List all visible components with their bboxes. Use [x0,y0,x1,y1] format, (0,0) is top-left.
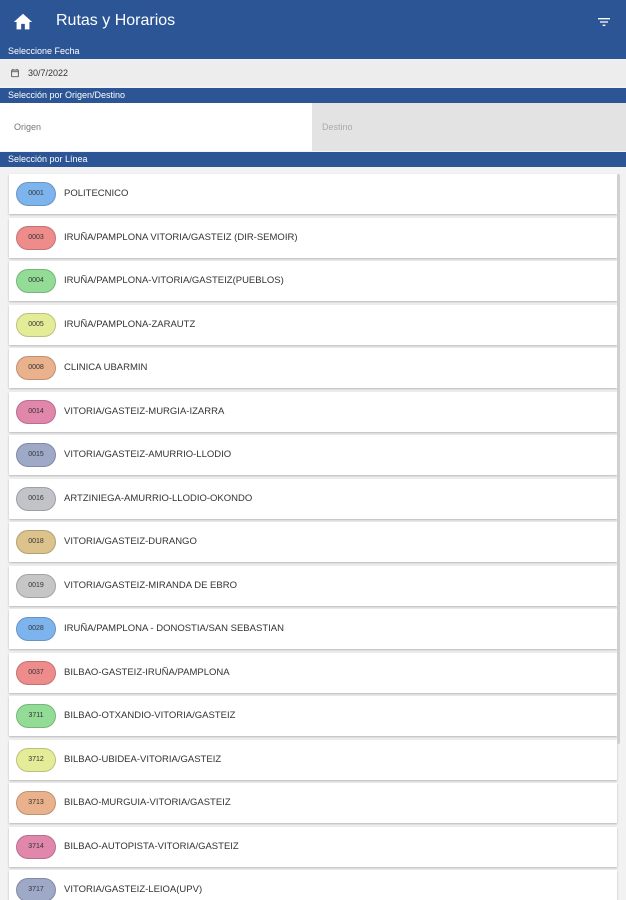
line-item[interactable] [9,696,617,736]
line-code-badge: 0019 [16,574,56,598]
line-name: VITORIA/GASTEIZ-AMURRIO-LLODIO [64,449,232,460]
line-item[interactable] [9,218,617,258]
od-section-header: Selección por Origen/Destino [0,88,626,103]
line-code-badge: 0015 [16,443,56,467]
date-section-header: Seleccione Fecha [0,44,626,59]
line-code-badge: 3712 [16,748,56,772]
line-code-badge: 3714 [16,835,56,859]
line-name: IRUÑA/PAMPLONA - DONOSTIA/SAN SEBASTIAN [64,623,284,634]
line-code-badge: 0001 [16,182,56,206]
scrollbar[interactable] [617,174,620,744]
line-name: ARTZINIEGA-AMURRIO-LLODIO-OKONDO [64,492,253,504]
line-section-header: Selección por Línea [0,152,626,167]
line-name: VITORIA/GASTEIZ-MIRANDA DE EBRO [64,579,237,591]
line-item[interactable] [9,653,617,693]
line-name: IRUÑA/PAMPLONA-ZARAUTZ [64,318,196,330]
line-item[interactable] [9,348,617,388]
line-item[interactable] [9,566,617,606]
origin-input[interactable] [0,103,312,151]
line-code-badge: 0028 [16,617,56,641]
line-code-badge: 3711 [16,704,56,728]
home-icon[interactable] [12,11,34,33]
line-item[interactable] [9,740,617,780]
line-code-badge: 0018 [16,530,56,554]
line-item[interactable] [9,783,617,823]
line-name: IRUÑA/PAMPLONA VITORIA/GASTEIZ (DIR-SEMOIR) [64,231,298,243]
line-code-badge: 0003 [16,226,56,250]
date-value: 30/7/2022 [28,68,69,78]
filter-icon[interactable] [596,14,612,30]
line-name: VITORIA/GASTEIZ-DURANGO [64,536,197,547]
line-code-badge: 0014 [16,400,56,424]
line-item[interactable] [9,261,617,301]
line-name: CLINICA UBARMIN [64,362,148,373]
line-code-badge: 0016 [16,487,56,511]
line-name: BILBAO-AUTOPISTA-VITORIA/GASTEIZ [64,840,239,852]
date-picker[interactable] [0,60,626,86]
line-code-badge: 3713 [16,791,56,815]
line-item[interactable] [9,479,617,519]
line-code-badge: 0004 [16,269,56,293]
calendar-icon [10,68,20,78]
line-item[interactable] [9,827,617,867]
origin-destination-row [0,103,626,151]
line-name: VITORIA/GASTEIZ-LEIOA(UPV) [64,884,203,895]
app-bar [0,0,626,44]
line-name: BILBAO-OTXANDIO-VITORIA/GASTEIZ [64,710,236,721]
line-item[interactable] [9,870,617,900]
line-item[interactable] [9,305,617,345]
line-code-badge: 0037 [16,661,56,685]
line-list [0,168,626,900]
destination-input[interactable] [312,103,626,151]
line-name: POLITECNICO [64,188,129,199]
line-code-badge: 0008 [16,356,56,380]
line-name: IRUÑA/PAMPLONA-VITORIA/GASTEIZ(PUEBLOS) [64,275,284,286]
line-item[interactable] [9,522,617,562]
line-item[interactable] [9,392,617,432]
line-item[interactable] [9,174,617,214]
line-name: VITORIA/GASTEIZ-MURGIA-IZARRA [64,405,225,417]
line-item[interactable] [9,435,617,475]
line-item[interactable] [9,609,617,649]
line-code-badge: 3717 [16,878,56,900]
line-name: BILBAO-UBIDEA-VITORIA/GASTEIZ [64,753,222,765]
line-name: BILBAO-MURGUIA-VITORIA/GASTEIZ [64,797,231,808]
line-name: BILBAO-GASTEIZ-IRUÑA/PAMPLONA [64,666,230,678]
app-title: Rutas y Horarios [56,12,176,29]
line-code-badge: 0005 [16,313,56,337]
